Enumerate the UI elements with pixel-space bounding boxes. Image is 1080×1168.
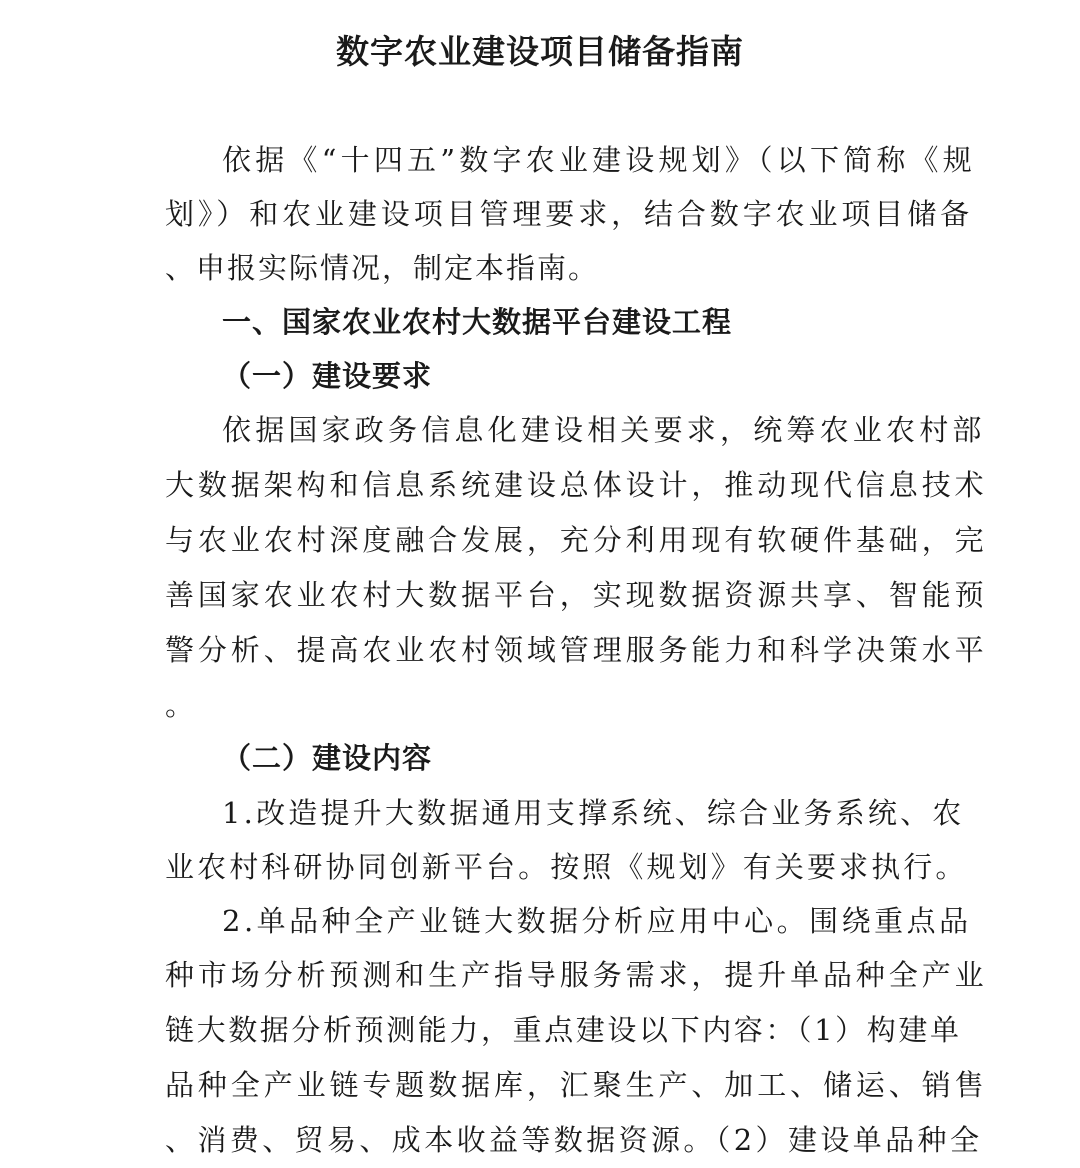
subsection-heading: （二）建设内容 [222,741,433,775]
paragraph-line: 与农业农村深度融合发展，充分利用现有软硬件基础，完 [165,523,988,557]
document-title: 数字农业建设项目储备指南 [336,32,744,71]
paragraph-line: 、消费、贸易、成本收益等数据资源。（2）建设单品种全 [165,1123,983,1157]
section-heading: 一、国家农业农村大数据平台建设工程 [222,305,733,339]
paragraph-line: 链大数据分析预测能力，重点建设以下内容：（1）构建单 [165,1013,962,1047]
paragraph-line: 依据《“十四五”数字农业建设规划》（以下简称《规 [222,143,976,177]
paragraph-line: 。 [165,688,195,722]
paragraph-line: 品种全产业链专题数据库，汇聚生产、加工、储运、销售 [165,1068,988,1102]
paragraph-line: 1.改造提升大数据通用支撑系统、综合业务系统、农 [222,796,965,830]
paragraph-line: 警分析、提高农业农村领域管理服务能力和科学决策水平 [165,633,988,667]
paragraph-line: 依据国家政务信息化建设相关要求，统筹农业农村部 [222,413,986,447]
paragraph-line: 业农村科研协同创新平台。按照《规划》有关要求执行。 [165,850,968,884]
paragraph-line: 大数据架构和信息系统建设总体设计，推动现代信息技术 [165,468,988,502]
paragraph-line: 种市场分析预测和生产指导服务需求，提升单品种全产业 [165,958,988,992]
paragraph-line: 划》）和农业建设项目管理要求，结合数字农业项目储备 [165,197,974,231]
paragraph-line: 2.单品种全产业链大数据分析应用中心。围绕重点品 [222,904,972,938]
paragraph-line: 、申报实际情况，制定本指南。 [165,251,600,285]
subsection-heading: （一）建设要求 [222,359,433,393]
paragraph-line: 善国家农业农村大数据平台，实现数据资源共享、智能预 [165,578,988,612]
